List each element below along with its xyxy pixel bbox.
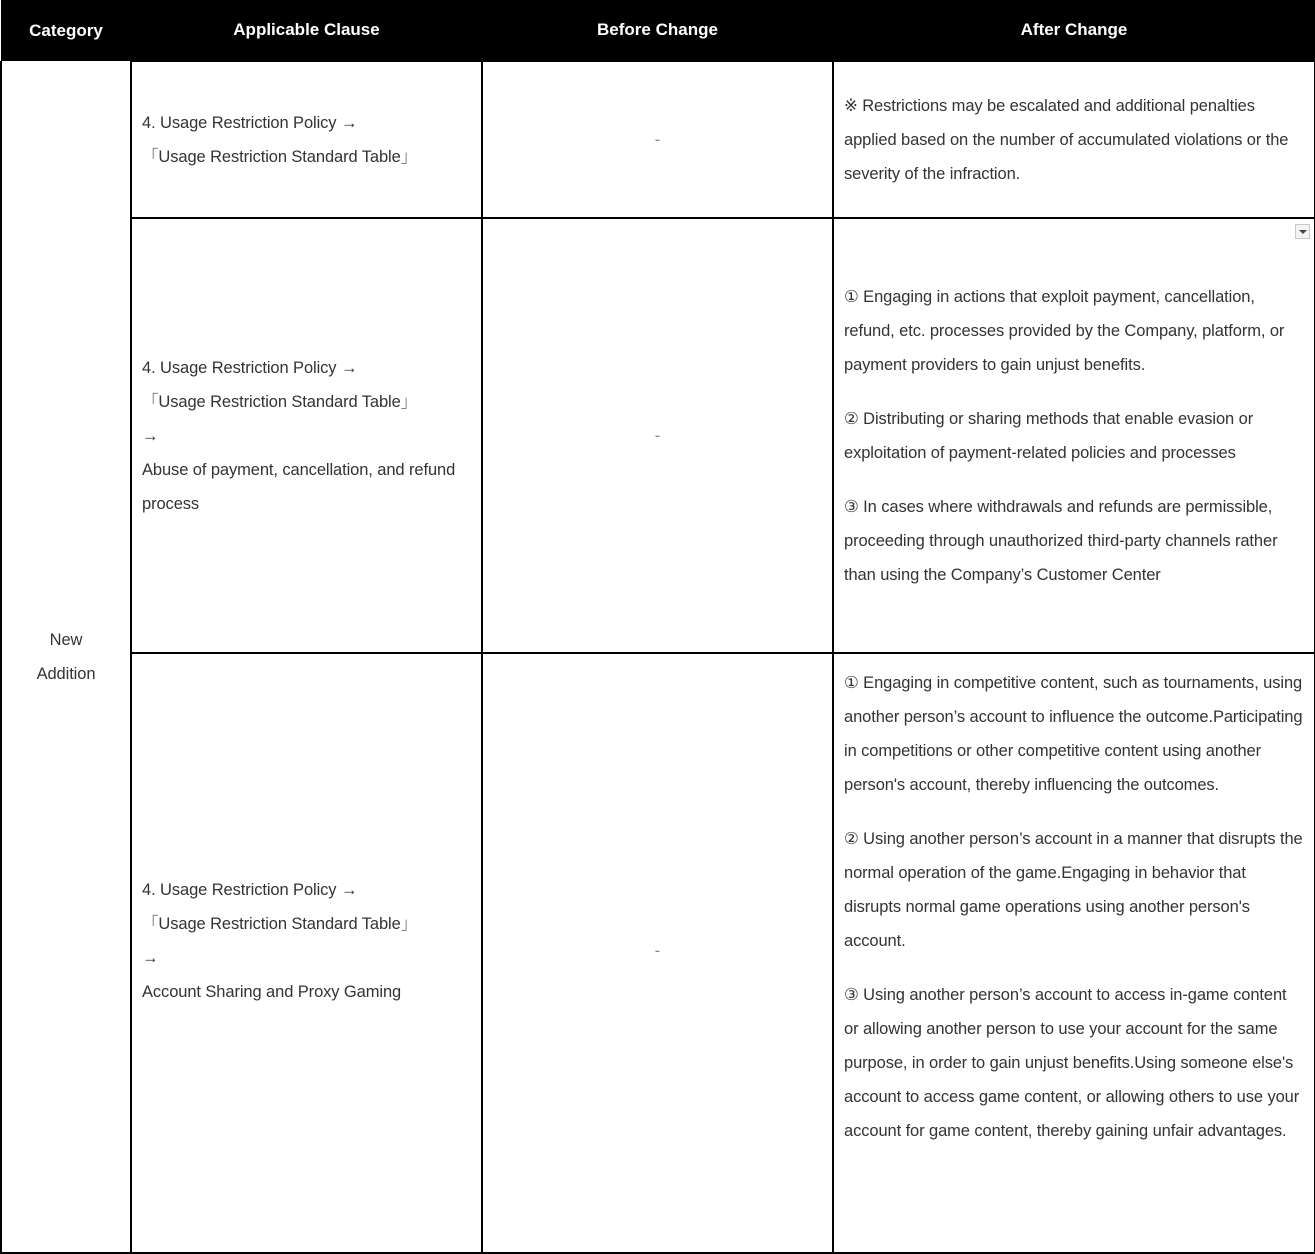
caret-down-icon[interactable] [1295,224,1310,239]
clause-line: 「Usage Restriction Standard Table」 [142,915,418,933]
before-change-cell: - [482,218,833,653]
applicable-clause-cell [131,61,482,218]
after-change-cell [833,61,1315,218]
header-before-change: Before Change [482,0,833,61]
clause-line: 「Usage Restriction Standard Table」 [142,392,418,411]
after-change-paragraph: ③ In cases where withdrawals and refunds are permissible, proceeding through unauthorized third-party channels rather than using the Company’s Customer Center [844,497,1278,584]
after-change-paragraph: ③ Using another person’s account to access in-game content or allowing another person to use your account for the same purpose, in order to gain unjust benefits.Using someone else's account to access game content, or allowing others to use your account for game content, thereby gaining unfair advantages. [844,986,1300,1140]
clause-line: 4. Usage Restriction Policy → [142,881,358,899]
table-row [1,61,1315,218]
table-body [1,61,1315,1253]
after-change-cell [833,218,1315,653]
after-change-cell [833,653,1315,1253]
header-applicable-clause: Applicable Clause [131,0,482,61]
before-change-cell: - [482,653,833,1253]
after-change-paragraph: ① Engaging in competitive content, such as tournaments, using another person’s account to influence the outcome.Participating in competitions or other competitive content using another person's account, thereby influencing the outcomes. [844,674,1303,794]
header-category: Category [1,0,131,61]
table-header [1,0,1315,61]
applicable-clause-cell [131,218,482,653]
after-change-paragraph: ② Using another person’s account in a manner that disrupts the normal operation of the game.Engaging in behavior that disrupts normal game operations using another person's account. [844,830,1303,950]
table-row [1,218,1315,653]
before-change-cell: - [482,61,833,218]
applicable-clause-cell [131,653,482,1253]
clause-line: 4. Usage Restriction Policy → [142,358,358,377]
after-change-paragraph: ① Engaging in actions that exploit payment, cancellation, refund, etc. processes provided by the Company, platform, or payment providers to gain unjust benefits. [844,287,1285,374]
clause-line: 「Usage Restriction Standard Table」 [142,147,418,166]
clause-line: Abuse of payment, cancellation, and refund process [142,460,456,513]
header-after-change: After Change [833,0,1315,61]
header-row [1,0,1315,61]
clause-line: Account Sharing and Proxy Gaming [142,983,402,1001]
clause-line: → [142,949,159,967]
clause-line: → [142,426,159,445]
after-change-paragraph: ② Distributing or sharing methods that enable evasion or exploitation of payment-related policies and processes [844,409,1254,462]
category-cell [1,61,131,1253]
clause-line: 4. Usage Restriction Policy → [142,113,358,132]
category-line: New [49,630,83,649]
after-change-paragraph: ※ Restrictions may be escalated and additional penalties applied based on the number of accumulated violations or the severity of the infraction. [844,96,1289,183]
category-line: Addition [36,664,96,683]
table-row [1,653,1315,1253]
